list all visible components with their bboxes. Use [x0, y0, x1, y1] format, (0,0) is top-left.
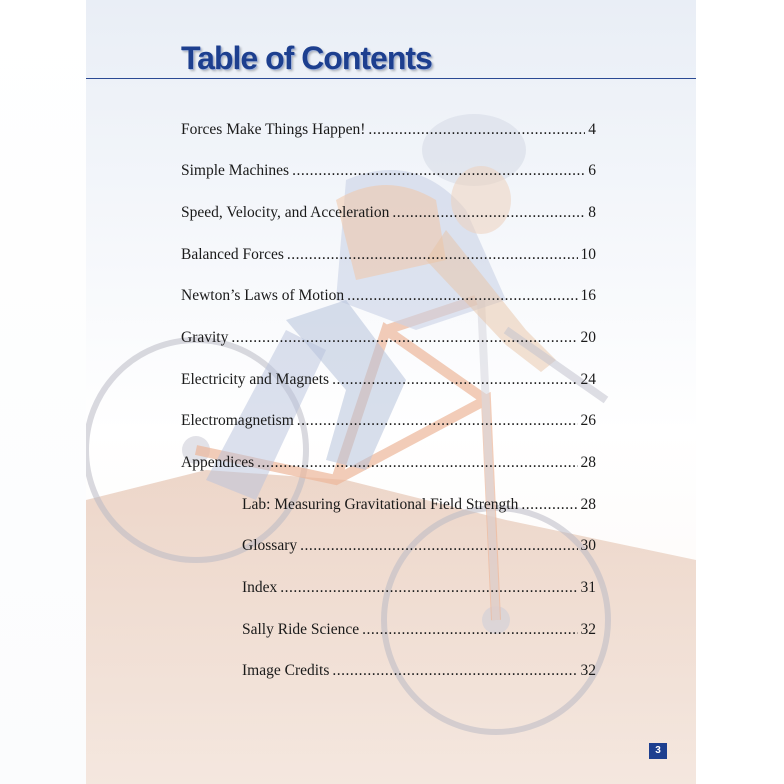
toc-entry	[181, 452, 596, 474]
toc-entry-label: Forces Make Things Happen!	[181, 121, 366, 138]
leader-dots	[292, 160, 585, 182]
page-number-badge: 3	[649, 743, 667, 759]
toc-subentry-page: 32	[580, 621, 596, 638]
toc-entry-label: Newton’s Laws of Motion	[181, 287, 345, 304]
toc-entry-label: Gravity	[181, 329, 229, 346]
leader-dots	[368, 119, 585, 141]
toc-subentry	[242, 660, 596, 682]
toc-subentry	[242, 494, 596, 516]
toc-entry	[181, 410, 596, 432]
toc-entry-page: 20	[580, 329, 596, 346]
toc-subentry-page: 30	[580, 537, 596, 554]
toc-entry-page: 26	[580, 412, 596, 429]
leader-dots	[521, 494, 577, 516]
toc-subentry	[242, 577, 596, 599]
toc-entry	[181, 160, 596, 182]
toc-subentry-label: Glossary	[242, 537, 298, 554]
toc-entry	[181, 369, 596, 391]
toc-entry	[181, 119, 596, 141]
toc-entry-page: 8	[588, 204, 596, 221]
toc-entry-label: Electromagnetism	[181, 412, 294, 429]
toc-subentry-page: 28	[580, 496, 596, 513]
toc-entry-label: Balanced Forces	[181, 246, 284, 263]
toc-entry-page: 10	[580, 246, 596, 263]
toc-subentry	[242, 619, 596, 641]
leader-dots	[297, 410, 578, 432]
toc-entry-page: 24	[580, 371, 596, 388]
toc-entry-page: 28	[580, 454, 596, 471]
leader-dots	[280, 577, 577, 599]
toc-subentry-label: Image Credits	[242, 662, 330, 679]
leader-dots	[362, 619, 577, 641]
leader-dots	[231, 327, 577, 349]
toc-entry-page: 4	[588, 121, 596, 138]
toc-entry	[181, 285, 596, 307]
toc-subentry-label: Index	[242, 579, 278, 596]
toc-subentry-label: Lab: Measuring Gravitational Field Strength	[242, 496, 519, 513]
toc-subentry	[242, 535, 596, 557]
toc-entry-label: Appendices	[181, 454, 255, 471]
toc-entry-label: Speed, Velocity, and Acceleration	[181, 204, 390, 221]
leader-dots	[347, 285, 577, 307]
toc-entry	[181, 327, 596, 349]
leader-dots	[287, 244, 578, 266]
leader-dots	[392, 202, 585, 224]
toc-entry-page: 6	[588, 162, 596, 179]
toc-entry	[181, 202, 596, 224]
toc-entry	[181, 244, 596, 266]
leader-dots	[332, 369, 577, 391]
leader-dots	[332, 660, 577, 682]
toc-entry-label: Electricity and Magnets	[181, 371, 330, 388]
toc-subentry-label: Sally Ride Science	[242, 621, 360, 638]
toc-entry-label: Simple Machines	[181, 162, 290, 179]
leader-dots	[300, 535, 577, 557]
leader-dots	[257, 452, 577, 474]
toc-subentry-page: 32	[580, 662, 596, 679]
toc-subentry-page: 31	[580, 579, 596, 596]
page-title: Table of Contents	[181, 40, 432, 76]
toc-entry-page: 16	[580, 287, 596, 304]
